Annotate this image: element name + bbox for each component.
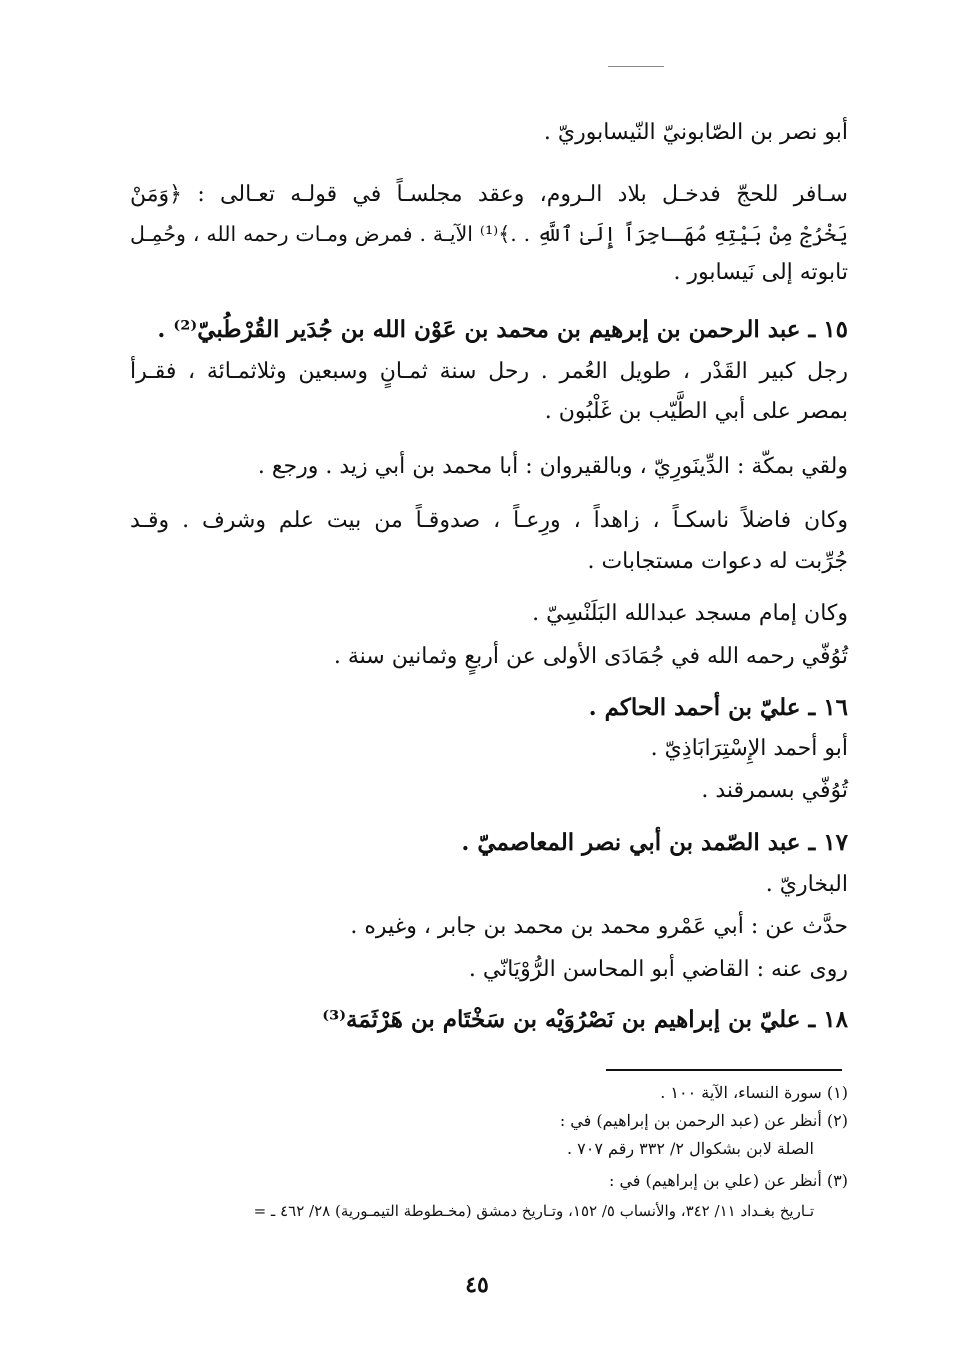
body-line: حدَّث عن : أبي عَمْرو محمد بن محمد بن جابر ، وغيره . (350, 914, 848, 939)
entry-heading-15: ١٥ ـ عبد الرحمن بن إبرهيم بن محمد بن عَوْن الله بن جُدَير القُرْطُبيّ⁽²⁾ . (157, 316, 848, 343)
body-line: ولقي بمكّة : الدِّينَورِيّ ، وبالقيروان : أبا محمد بن أبي زيد . ورجع . (257, 454, 848, 479)
footnote-2: (٢) أنظر عن (عبد الرحمن بن إبراهيم) في : (559, 1111, 848, 1130)
footnote-3-source: تـاريخ بغـداد ١١/ ٣٤٢، والأنساب ٥/ ١٥٢، وتـاريخ دمشق (مخـطوطة التيمـورية) ٢٨/ ٤٦٢ ـ = (253, 1202, 814, 1220)
body-line: يَخْرُجْ مِنْ بَيْتِهِ مُهَـاجِرَاً إِلَىٰ ٱللَّهِ . .﴾⁽¹⁾ الآيـة . فمرض ومـات رحمه الله ، وحُمِـل (130, 222, 848, 246)
footnote-1: (١) سورة النساء، الآية ١٠٠ . (660, 1083, 848, 1102)
body-line: جُرِّبت له دعوات مستجابات . (587, 549, 848, 574)
footnote-3: (٣) أنظر عن (علي بن إبراهيم) في : (608, 1171, 848, 1190)
entry-heading-17: ١٧ ـ عبد الصّمد بن أبي نصر المعاصميّ . (461, 829, 848, 856)
footnote-rule (606, 1069, 842, 1071)
body-line: أبو أحمد الإِسْتِرَابَاذِيّ . (650, 736, 848, 761)
entry-heading-16: ١٦ ـ عليّ بن أحمد الحاكم . (588, 694, 848, 721)
page-number: ٤٥ (465, 1272, 489, 1298)
body-line: البخاريّ . (765, 872, 848, 897)
footnote-2-source: الصلة لابن بشكوال ٢/ ٣٣٢ رقم ٧٠٧ . (567, 1139, 814, 1158)
body-line: تُوُفّي بسمرقند . (701, 778, 848, 803)
body-line: تابوته إلى نَيسابور . (673, 260, 848, 285)
entry-heading-18: ١٨ ـ عليّ بن إبراهيم بن نَصْرُوَيْه بن سَخْتَام بن هَرْثَمَة⁽³⁾ (322, 1006, 848, 1033)
body-line: وكان إمام مسجد عبدالله البَلَنْسِيّ . (532, 601, 848, 626)
body-line: أبو نصر بن الصّابونيّ النّيسابوريّ . (543, 120, 848, 145)
body-line: بمصر على أبي الطَّيّب بن غَلْبُون . (544, 399, 848, 424)
body-line: روى عنه : القاضي أبو المحاسن الرُّوْيَانّي . (468, 957, 848, 982)
body-line: تُوُفّي رحمه الله في جُمَادَى الأولى عن أربعٍ وثمانين سنة . (333, 644, 848, 669)
body-line: وكان فاضلاً ناسكـاً ، زاهداً ، ورِعـاً ، صدوقـاً من بيت علم وشرف . وقـد (130, 508, 848, 533)
body-line: سـافر للحجّ فدخـل بلاد الـروم، وعقد مجلسـاً في قولـه تعـالى : ﴿وَمَنْ (130, 182, 848, 207)
body-line: رجل كبير القَدْر ، طويل العُمر . رحل سنة ثمـانٍ وسبعين وثلاثمـائة ، فقـرأ (130, 359, 848, 384)
header-rule (608, 66, 664, 67)
